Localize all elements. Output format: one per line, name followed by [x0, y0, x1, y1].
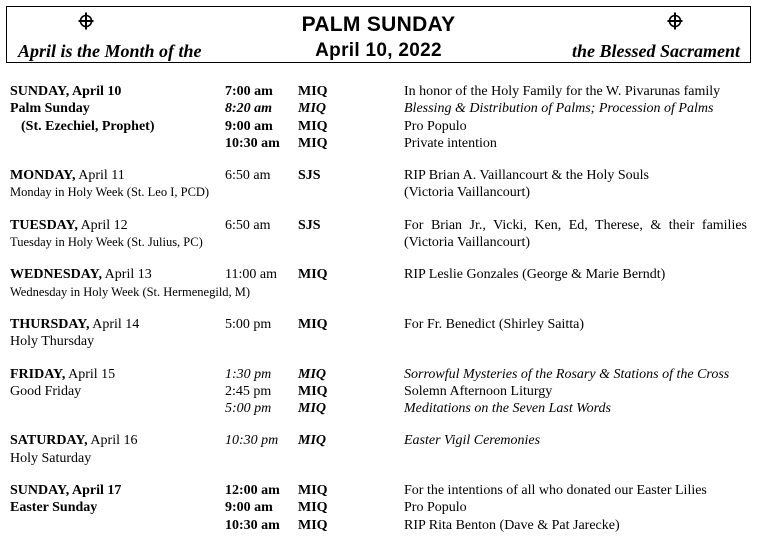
mass-location: MIQ	[298, 483, 328, 499]
mass-location: MIQ	[298, 517, 328, 533]
mass-time: 7:00 am	[225, 84, 273, 99]
day-date: April 15	[65, 366, 116, 382]
mass-time: 12:00 am	[225, 483, 280, 499]
intention-continuation: (Victoria Vaillancourt)	[404, 185, 531, 201]
motto-left: April is the Month of the	[18, 41, 202, 61]
schedule-entry	[10, 217, 755, 252]
day-heading	[10, 167, 225, 184]
mass-intention: Private intention	[404, 135, 497, 151]
schedule-entry	[10, 366, 755, 418]
mass-location: SJS	[298, 217, 321, 233]
day-date: April 11	[75, 168, 125, 184]
mass-intention: For Fr. Benedict (Shirley Saitta)	[404, 316, 585, 332]
mass-time: 6:50 am	[225, 168, 271, 184]
day-name: FRIDAY,	[10, 366, 66, 382]
mass-intention: For Brian Jr., Vicki, Ken, Ed, Therese, & their families	[404, 217, 747, 233]
day-name: TUESDAY,	[10, 217, 78, 233]
bulletin-header	[6, 6, 751, 63]
mass-location: MIQ	[298, 101, 327, 117]
mass-location: MIQ	[298, 316, 328, 332]
mass-intention: Sorrowful Mysteries of the Rosary & Stations of the Cross	[404, 366, 730, 382]
mass-location: MIQ	[298, 118, 328, 134]
mass-time: 2:45 pm	[225, 383, 272, 399]
day-name: WEDNESDAY,	[10, 267, 102, 283]
day-heading	[10, 366, 225, 383]
mass-intention: In honor of the Holy Family for the W. Pivarunas family	[404, 84, 721, 99]
day-name: MONDAY,	[10, 168, 76, 184]
mass-time: 10:30 am	[225, 517, 280, 533]
day-subtitle: Easter Sunday	[10, 500, 98, 516]
mass-intention: Easter Vigil Ceremonies	[404, 433, 541, 449]
day-subtitle: Wednesday in Holy Week (St. Hermenegild, M)	[10, 284, 251, 299]
motto-right: the Blessed Sacrament	[571, 41, 740, 61]
mass-location: MIQ	[298, 433, 327, 449]
mass-schedule	[10, 83, 755, 549]
day-subtitle: Holy Saturday	[10, 450, 92, 466]
mass-time: 9:00 am	[225, 118, 273, 134]
page-title: PALM SUNDAY	[301, 13, 456, 36]
mass-intention: RIP Rita Benton (Dave & Pat Jarecke)	[404, 517, 620, 533]
day-name: THURSDAY,	[10, 316, 90, 332]
mass-location: MIQ	[298, 267, 328, 283]
mass-intention: Pro Populo	[404, 500, 467, 516]
day-subtitle: Holy Thursday	[10, 334, 95, 350]
day-subtitle: Good Friday	[10, 383, 82, 399]
mass-intention: RIP Brian A. Vaillancourt & the Holy Souls	[404, 168, 649, 184]
mass-time: 5:00 pm	[225, 316, 272, 332]
mass-time: 5:00 pm	[225, 401, 272, 417]
mass-intention: For the intentions of all who donated our Easter Lilies	[404, 483, 707, 499]
intention-continuation: (Victoria Vaillancourt)	[404, 235, 531, 251]
day-name: SATURDAY,	[10, 433, 88, 449]
day-date: April 14	[89, 316, 140, 332]
header-date: April 10, 2022	[315, 40, 442, 61]
day-heading	[10, 266, 225, 283]
mass-location: MIQ	[298, 383, 328, 399]
schedule-entry	[10, 167, 755, 202]
mass-time: 1:30 pm	[225, 366, 272, 382]
day-heading	[10, 316, 225, 333]
schedule-entry	[10, 482, 755, 534]
mass-intention: Pro Populo	[404, 118, 467, 134]
mass-time: 9:00 am	[225, 500, 273, 516]
mass-intention: Meditations on the Seven Last Words	[404, 401, 612, 417]
mass-time: 8:20 am	[225, 101, 273, 117]
mass-time: 11:00 am	[225, 267, 277, 283]
mass-time: 6:50 am	[225, 217, 271, 233]
day-date: April 16	[87, 433, 138, 449]
schedule-entry	[10, 432, 755, 467]
schedule-entry	[10, 266, 755, 301]
day-heading	[10, 432, 225, 449]
mass-location: SJS	[298, 168, 321, 184]
mass-location: MIQ	[298, 500, 328, 516]
mass-intention: Solemn Afternoon Liturgy	[404, 383, 553, 399]
mass-time: 10:30 am	[225, 135, 280, 151]
mass-time: 10:30 pm	[225, 433, 279, 449]
day-date: April 13	[101, 267, 152, 283]
mass-location: MIQ	[298, 84, 328, 99]
saint-note: (St. Ezechiel, Prophet)	[21, 118, 155, 134]
schedule-entry	[10, 83, 755, 152]
day-subtitle: Palm Sunday	[10, 101, 90, 117]
day-heading: SUNDAY, April 10	[10, 84, 122, 99]
mass-location: MIQ	[298, 401, 327, 417]
day-heading	[10, 217, 225, 234]
mass-intention: Blessing & Distribution of Palms; Procession of Palms	[404, 101, 714, 117]
schedule-entry	[10, 316, 755, 351]
day-subtitle: Tuesday in Holy Week (St. Julius, PC)	[10, 235, 203, 250]
day-subtitle: Monday in Holy Week (St. Leo I, PCD)	[10, 185, 210, 200]
mass-location: MIQ	[298, 135, 328, 151]
mass-location: MIQ	[298, 366, 327, 382]
day-heading: SUNDAY, April 17	[10, 483, 122, 499]
mass-intention: RIP Leslie Gonzales (George & Marie Berndt)	[404, 267, 666, 283]
day-date: April 12	[77, 217, 128, 233]
